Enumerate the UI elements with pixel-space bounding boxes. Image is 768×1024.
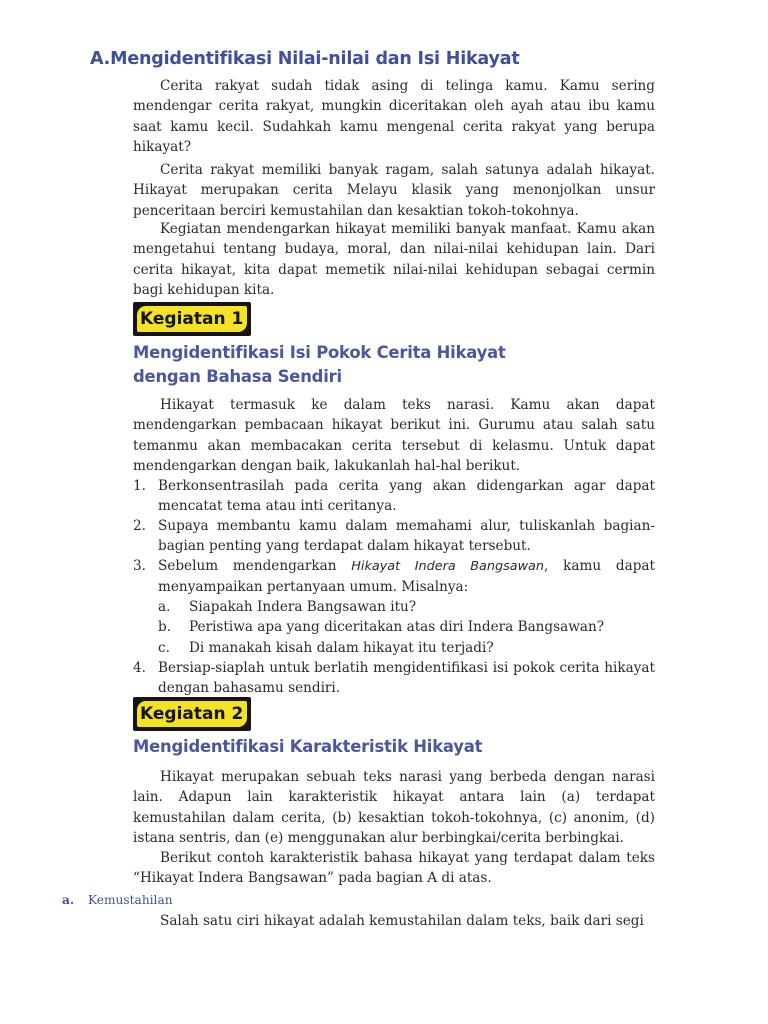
question-letter: c. bbox=[158, 640, 170, 656]
step-number: 4. bbox=[133, 660, 146, 676]
list-item bbox=[0, 516, 768, 558]
kegiatan-1-title bbox=[133, 341, 506, 389]
kegiatan-2-paragraph-2: Berikut contoh karakteristik bahasa hikayat yang terdapat dalam teks “Hikayat Indera Bangsawan” pada bagian A di atas. bbox=[133, 850, 655, 887]
kegiatan-1-title-line2: dengan Bahasa Sendiri bbox=[133, 367, 342, 386]
question-text: Siapakah Indera Bangsawan itu? bbox=[189, 599, 417, 615]
kegiatan-2-badge bbox=[133, 697, 251, 731]
list-item bbox=[0, 617, 768, 637]
subheading-kemustahilan bbox=[62, 891, 173, 909]
question-text: Di manakah kisah dalam hikayat itu terjadi? bbox=[189, 640, 494, 656]
step-number: 1. bbox=[133, 478, 146, 494]
step-text: Supaya membantu kamu dalam memahami alur, tuliskanlah bagian-bagian penting yang terdapat dalam hikayat tersebut. bbox=[158, 518, 655, 555]
step-text-after: , kamu dapat menyampaikan pertanyaan umum. Misalnya: bbox=[158, 558, 655, 596]
intro-paragraph-3: Kegiatan mendengarkan hikayat memiliki banyak manfaat. Kamu akan mengetahui tentang budaya, moral, dan nilai-nilai kehidupan lain. Dari cerita hikayat, kita dapat memetik nilai-nilai kehidupan sebagai cermin bagi kehidupan kita. bbox=[133, 221, 655, 298]
list-item bbox=[0, 638, 768, 658]
list-item bbox=[0, 597, 768, 617]
kegiatan-2-title: Mengidentifikasi Karakteristik Hikayat bbox=[133, 737, 483, 756]
kegiatan-1-badge bbox=[133, 302, 251, 336]
subheading-text: Kemustahilan bbox=[88, 893, 173, 907]
kegiatan-1-paragraph: Hikayat termasuk ke dalam teks narasi. Kamu akan dapat mendengarkan pembacaan hikayat berikut ini. Gurumu atau salah satu temanmu akan membacakan cerita tersebut di kelasmu. Untuk dapat mendengarkan dengan baik, lakukanlah hal-hal berikut. bbox=[133, 397, 655, 474]
kegiatan-1-badge-label: Kegiatan 1 bbox=[137, 306, 247, 332]
step-number: 3. bbox=[133, 558, 146, 574]
subheading-letter: a. bbox=[62, 893, 75, 907]
question-letter: b. bbox=[158, 619, 172, 635]
step-number: 2. bbox=[133, 518, 146, 534]
kegiatan-1-title-line1: Mengidentifikasi Isi Pokok Cerita Hikayat bbox=[133, 343, 506, 362]
intro-paragraph-2: Cerita rakyat memiliki banyak ragam, salah satunya adalah hikayat. Hikayat merupakan cerita Melayu klasik yang menonjolkan unsur penceritaan berciri kemustahilan dan kesaktian tokoh-tokohnya. bbox=[133, 162, 655, 219]
question-text: Peristiwa apa yang diceritakan atas diri Indera Bangsawan? bbox=[189, 619, 605, 635]
list-item bbox=[0, 476, 768, 518]
question-letter: a. bbox=[158, 599, 171, 615]
intro-paragraph-1: Cerita rakyat sudah tidak asing di telinga kamu. Kamu sering mendengar cerita rakyat, mungkin diceritakan oleh ayah atau ibu kamu saat kamu kecil. Sudahkah kamu mengenal cerita rakyat yang berupa hikayat? bbox=[133, 78, 655, 155]
list-item bbox=[0, 556, 768, 598]
book-title-italic: Hikayat Indera Bangsawan bbox=[351, 559, 545, 574]
step-text: Bersiap-siaplah untuk berlatih mengidentifikasi isi pokok cerita hikayat dengan bahasamu sendiri. bbox=[158, 660, 655, 697]
kegiatan-2-badge-label: Kegiatan 2 bbox=[137, 701, 247, 727]
step-text-before: Sebelum mendengarkan bbox=[158, 558, 352, 574]
section-title: Mengidentifikasi Nilai-nilai dan Isi Hikayat bbox=[110, 49, 520, 69]
step-text bbox=[158, 556, 655, 598]
section-heading bbox=[90, 49, 520, 69]
step-text: Berkonsentrasilah pada cerita yang akan didengarkan agar dapat mencatat tema atau inti ceritanya. bbox=[158, 478, 655, 515]
section-letter: A. bbox=[90, 49, 111, 69]
kegiatan-2-last-line: Salah satu ciri hikayat adalah kemustahilan dalam teks, baik dari segi bbox=[160, 913, 644, 929]
list-item bbox=[0, 658, 768, 700]
kegiatan-2-paragraph-1: Hikayat merupakan sebuah teks narasi yang berbeda dengan narasi lain. Adapun lain karakteristik hikayat antara lain (a) terdapat kemustahilan dalam cerita, (b) kesaktian tokoh-tokohnya, (c) anonim, (d) istana sentris, dan (e) menggunakan alur berbingkai/cerita berbingkai. bbox=[133, 769, 655, 846]
